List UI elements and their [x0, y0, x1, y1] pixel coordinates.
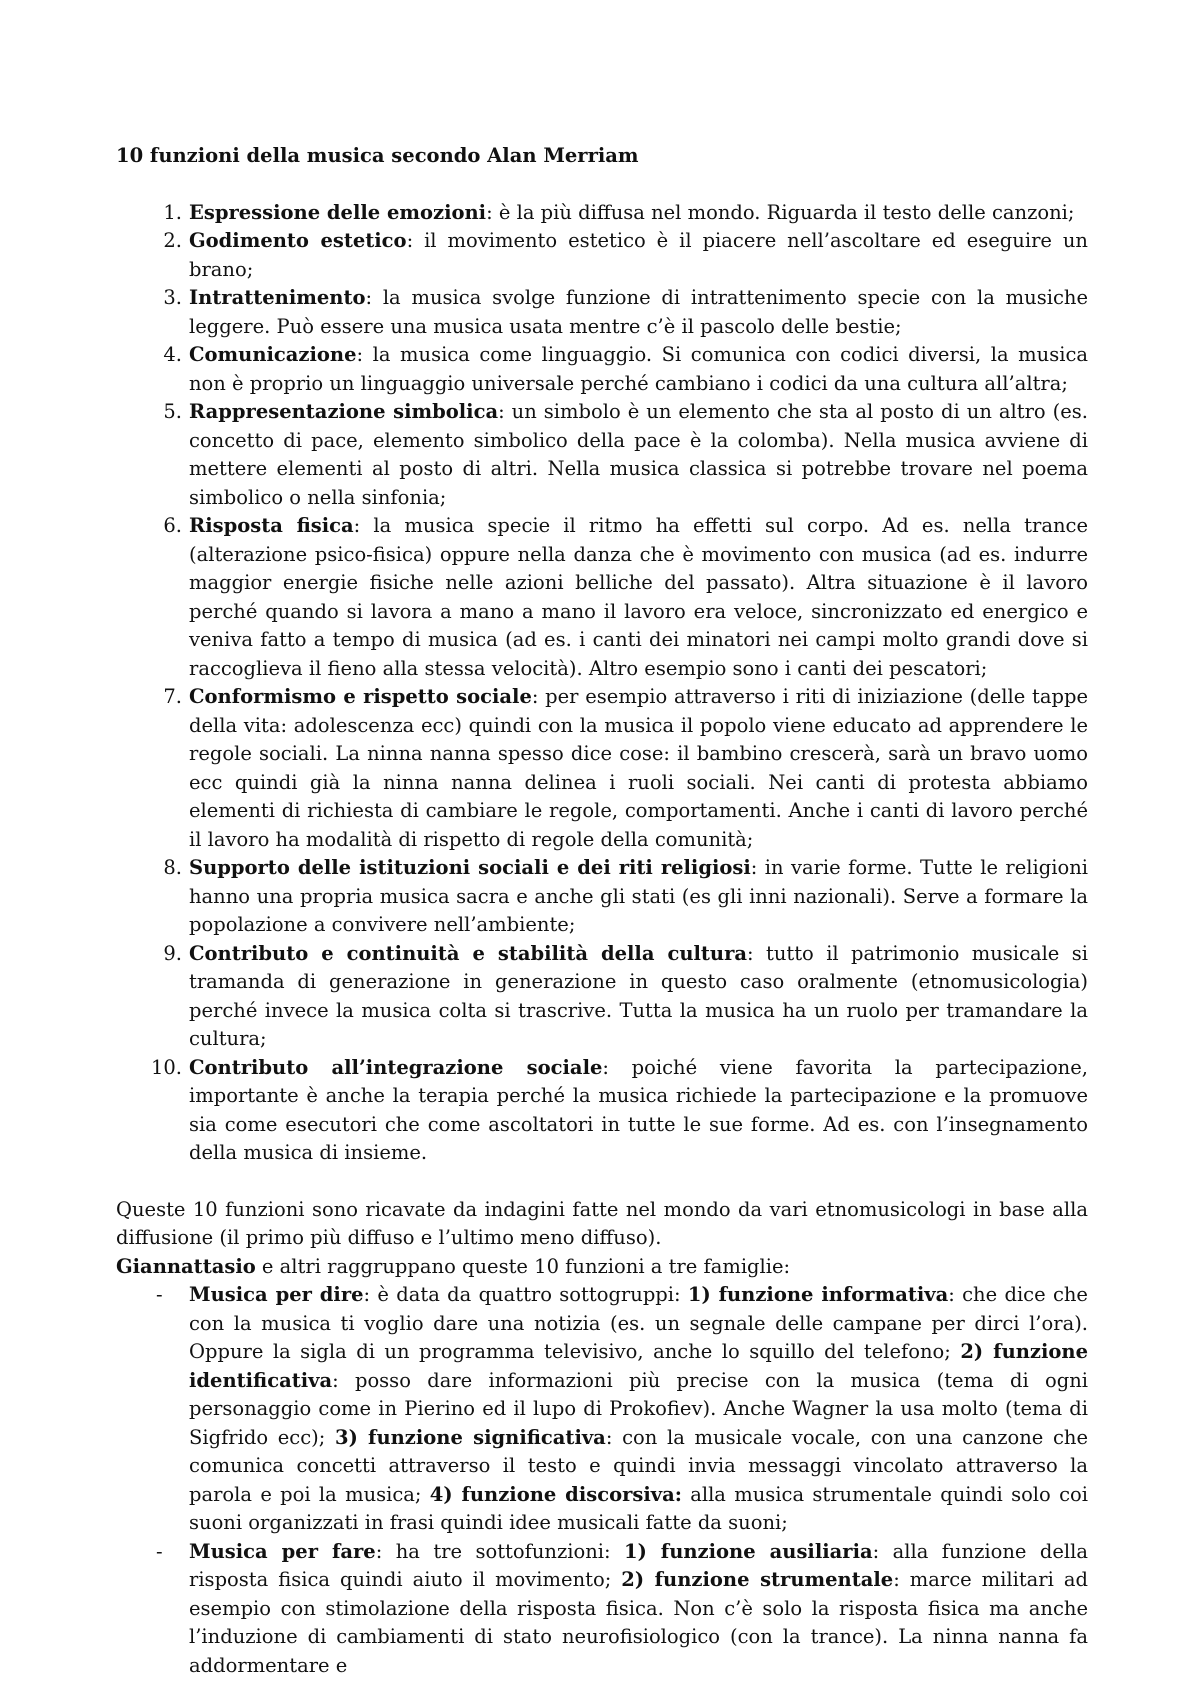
list-item: [116, 854, 1088, 940]
item-number: 6.: [163, 514, 182, 537]
item-text: : il movimento estetico è il piacere nell’ascoltare ed eseguire un brano;: [189, 229, 1088, 281]
item-text: : poiché viene favorita la partecipazione, importante è anche la terapia perché la musica richiede la partecipazione e la promuove sia come esecutori che come ascoltatori in tutte le sue forme. Ad es. con l’insegnamento della musica di insieme.: [189, 1055, 1088, 1164]
list-item: [116, 683, 1088, 854]
spacer: [116, 1168, 1088, 1196]
family-text: : che dice che con la musica ti voglio dare una notizia (es. un segnale delle campane per dirci l’ora). Oppure la sigla di un programma televisivo, anche lo squillo del telefono;: [189, 1283, 1088, 1363]
families-list: [116, 1281, 1088, 1680]
item-term: Conformismo e rispetto sociale: [189, 685, 532, 708]
item-term: Intrattenimento: [189, 286, 366, 309]
item-term: Rappresentazione simbolica: [189, 400, 499, 423]
item-term: Risposta fisica: [189, 514, 354, 537]
document-title: 10 funzioni della musica secondo Alan Merriam: [116, 144, 639, 167]
document-page: [116, 142, 1088, 1680]
subfunction-label: 3) funzione significativa: [335, 1425, 606, 1449]
subfunction-label: 1) funzione ausiliaria: [624, 1539, 873, 1563]
family-text: : marce militari ad esempio con stimolazione della risposta fisica. Non c’è solo la risposta fisica ma anche l’induzione di cambiamenti di stato neurofisiologico (con la trance). La ninna nanna fa addormentare e: [189, 1568, 1088, 1677]
list-item: [116, 398, 1088, 512]
item-term: Comunicazione: [189, 343, 357, 366]
dash-bullet: -: [156, 1539, 163, 1563]
family-item-dire: [116, 1281, 1088, 1538]
item-number: 7.: [163, 685, 182, 708]
list-item: [116, 284, 1088, 341]
item-term: Supporto delle istituzioni sociali e dei riti religiosi: [189, 856, 751, 879]
subfunction-label: 2) funzione identificativa: [189, 1340, 1088, 1392]
item-term: Contributo e continuità e stabilità della cultura: [189, 941, 748, 965]
family-item-fare: [116, 1538, 1088, 1681]
item-number: 10.: [150, 1055, 182, 1079]
summary-paragraph: Queste 10 funzioni sono ricavate da indagini fatte nel mondo da vari etnomusicologi in base alla diffusione (il primo più diffuso e l’ultimo meno diffuso).: [116, 1197, 1088, 1249]
item-text: : è la più diffusa nel mondo. Riguarda il testo delle canzoni;: [486, 200, 1075, 224]
dash-bullet: -: [156, 1283, 163, 1306]
item-text: : un simbolo è un elemento che sta al posto di un altro (es. concetto di pace, elemento simbolico della pace è la colomba). Nella musica avviene di mettere elementi al posto di altri. Nella musica classica si potrebbe trovare nel poema simbolico o nella sinfonia;: [189, 400, 1088, 509]
grouping-paragraph: [116, 1253, 1088, 1282]
grouping-text: e altri raggruppano queste 10 funzioni a tre famiglie:: [255, 1254, 791, 1278]
item-term: Espressione delle emozioni: [189, 200, 487, 224]
family-text: : alla funzione della risposta fisica quindi aiuto il movimento;: [189, 1539, 1089, 1591]
item-text: : in varie forme. Tutte le religioni hanno una propria musica sacra e anche gli stati (es gli inni nazionali). Serve a formare la popolazione a convivere nell’ambiente;: [189, 856, 1088, 936]
item-text: : la musica svolge funzione di intrattenimento specie con la musiche leggere. Può essere una musica usata mentre c’è il pascolo delle bestie;: [189, 286, 1088, 338]
item-number: 1.: [163, 200, 182, 224]
family-text: : ha tre sottofunzioni:: [375, 1539, 624, 1563]
item-number: 4.: [163, 343, 182, 366]
subfunction-label: 2) funzione strumentale: [621, 1568, 894, 1591]
list-item: [116, 227, 1088, 284]
list-item: [116, 341, 1088, 398]
grouping-author: Giannattasio: [116, 1254, 256, 1278]
list-item: [116, 199, 1088, 228]
family-term: Musica per dire: [189, 1283, 364, 1306]
functions-list: [116, 199, 1088, 1168]
item-term: Contributo all’integrazione sociale: [189, 1055, 603, 1079]
family-term: Musica per fare: [189, 1539, 376, 1563]
list-item: [116, 1054, 1088, 1168]
item-number: 8.: [163, 856, 182, 879]
item-number: 9.: [163, 941, 182, 965]
list-item: [116, 512, 1088, 683]
family-text: alla musica strumentale quindi solo coi suoni organizzati in frasi quindi idee musicali fatte da suoni;: [189, 1482, 1088, 1534]
item-number: 2.: [163, 229, 182, 252]
item-term: Godimento estetico: [189, 229, 407, 252]
family-text: : con la musicale vocale, con una canzone che comunica concetti attraverso il testo e quindi invia messaggi vincolato attraverso la parola e poi la musica;: [189, 1425, 1088, 1506]
subfunction-label: 4) funzione discorsiva:: [429, 1482, 682, 1506]
item-number: 5.: [163, 400, 182, 423]
family-text: : posso dare informazioni più precise con la musica (tema di ogni personaggio come in Pierino ed il lupo di Prokofiev). Anche Wagner la usa molto (tema di Sigfrido ecc);: [189, 1368, 1088, 1449]
item-number: 3.: [163, 286, 182, 309]
item-text: : per esempio attraverso i riti di iniziazione (delle tappe della vita: adolescenza ecc) quindi con la musica il popolo viene educato ad apprendere le regole sociali. La ninna nanna spesso dice cose: il bambino crescerà, sarà un bravo uomo ecc quindi già la ninna nanna delinea i ruoli sociali. Nei canti di protesta abbiamo elementi di richiesta di cambiare le regole, comportamenti. Anche i canti di lavoro perché il lavoro ha modalità di rispetto di regole della comunità;: [189, 685, 1088, 851]
item-text: : la musica specie il ritmo ha effetti sul corpo. Ad es. nella trance (alterazione psico-fisica) oppure nella danza che è movimento con musica (ad es. indurre maggior energie fisiche nelle azioni belliche del passato). Altra situazione è il lavoro perché quando si lavora a mano a mano il lavoro era veloce, sincronizzato ed energico e veniva fatto a tempo di musica (ad es. i canti dei minatori nei campi molto grandi dove si raccoglieva il fieno alla stessa velocità). Altro esempio sono i canti dei pescatori;: [189, 514, 1088, 680]
family-text: : è data da quattro sottogruppi:: [363, 1283, 688, 1306]
subfunction-label: 1) funzione informativa: [687, 1283, 949, 1306]
item-text: : la musica come linguaggio. Si comunica con codici diversi, la musica non è proprio un linguaggio universale perché cambiano i codici da una cultura all’altra;: [189, 343, 1088, 395]
list-item: [116, 940, 1088, 1054]
item-text: : tutto il patrimonio musicale si tramanda di generazione in generazione in questo caso oralmente (etnomusicologia) perché invece la musica colta si trascrive. Tutta la musica ha un ruolo per tramandare la cultura;: [189, 941, 1088, 1050]
